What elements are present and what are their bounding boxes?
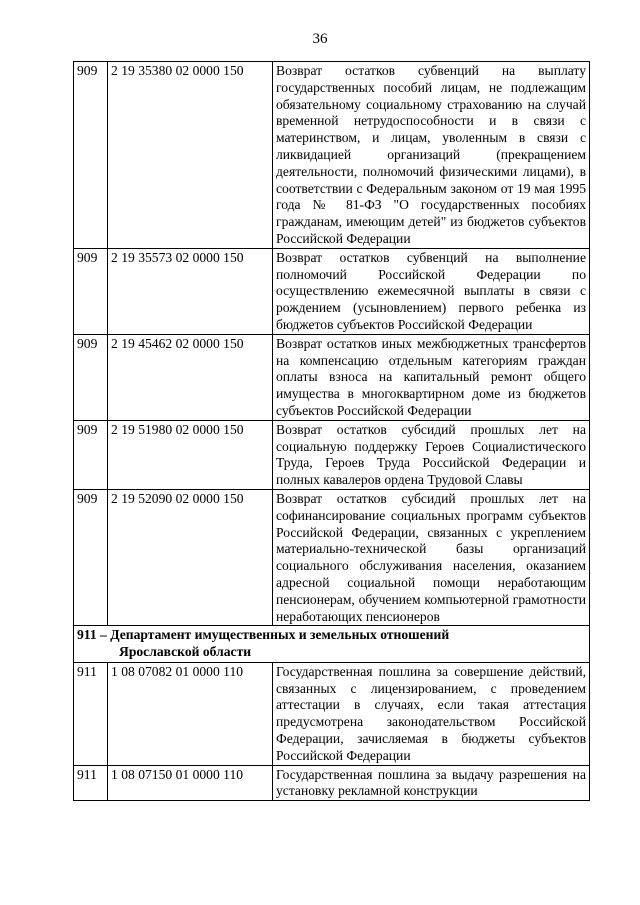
section-title-line2: Ярославской области xyxy=(119,644,252,660)
description-cell: Возврат остатков субвенций на выплату государственных пособий лицам, не подлежащим обязательному социальному страхованию на случай временной нетрудоспособности и в связи с материнством, и лицам, уволенным в связи с ликвидацией организаций (прекращением деятельности, полномочий физическими лицами), в соответствии с Федеральным законом от 19 мая 1995 года № 81-ФЗ "О государственных пособиях гражданам, имеющим детей" из бюджетов субъектов Российской Федерации xyxy=(273,62,590,249)
admin-code-cell: 911 xyxy=(74,765,108,801)
table-row xyxy=(74,248,590,334)
section-header-cell xyxy=(74,626,590,663)
admin-code-cell: 909 xyxy=(74,248,108,334)
budget-codes-table xyxy=(73,61,590,801)
table-row xyxy=(74,662,590,765)
description-cell: Возврат остатков субсидий прошлых лет на софинансирование социальных программ субъектов Российской Федерации, связанных с укреплением материально-технической базы организаций социального обслуживания населения, оказанием адресной социальной помощи неработающим пенсионерам, обучением компьютерной грамотности неработающих пенсионеров xyxy=(273,489,590,625)
description-cell: Возврат остатков субсидий прошлых лет на социальную поддержку Героев Социалистического Труда, Героев Труда Российской Федерации и полных кавалеров ордена Трудовой Славы xyxy=(273,420,590,489)
description-cell: Государственная пошлина за выдачу разрешения на установку рекламной конструкции xyxy=(273,765,590,801)
admin-code-cell: 909 xyxy=(74,334,108,420)
budget-code-cell: 2 19 51980 02 0000 150 xyxy=(108,420,273,489)
table-row xyxy=(74,62,590,249)
admin-code-cell: 909 xyxy=(74,420,108,489)
budget-code-cell: 1 08 07150 01 0000 110 xyxy=(108,765,273,801)
section-header-row xyxy=(74,626,590,663)
table-row xyxy=(74,334,590,420)
admin-code-cell: 909 xyxy=(74,489,108,625)
admin-code-cell: 909 xyxy=(74,62,108,249)
budget-code-cell: 1 08 07082 01 0000 110 xyxy=(108,662,273,765)
description-cell: Возврат остатков субвенций на выполнение полномочий Российской Федерации по осуществлению ежемесячной выплаты в связи с рождением (усыновлением) первого ребенка из бюджетов субъектов Российской Федерации xyxy=(273,248,590,334)
budget-code-cell: 2 19 52090 02 0000 150 xyxy=(108,489,273,625)
table-row xyxy=(74,489,590,625)
budget-code-cell: 2 19 35380 02 0000 150 xyxy=(108,62,273,249)
table-row xyxy=(74,420,590,489)
page-number: 36 xyxy=(312,31,328,47)
table-row xyxy=(74,765,590,801)
description-cell: Возврат остатков иных межбюджетных трансфертов на компенсацию отдельным категориям граждан оплаты взноса на капитальный ремонт общего имущества в многоквартирном доме из бюджетов субъектов Российской Федерации xyxy=(273,334,590,420)
section-title-line1: 911 – Департамент имущественных и земельных отношений xyxy=(77,627,450,643)
budget-code-cell: 2 19 35573 02 0000 150 xyxy=(108,248,273,334)
budget-code-cell: 2 19 45462 02 0000 150 xyxy=(108,334,273,420)
description-cell: Государственная пошлина за совершение действий, связанных с лицензированием, с проведением аттестации в случаях, если такая аттестация предусмотрена законодательством Российской Федерации, зачисляемая в бюджеты субъектов Российской Федерации xyxy=(273,662,590,765)
admin-code-cell: 911 xyxy=(74,662,108,765)
